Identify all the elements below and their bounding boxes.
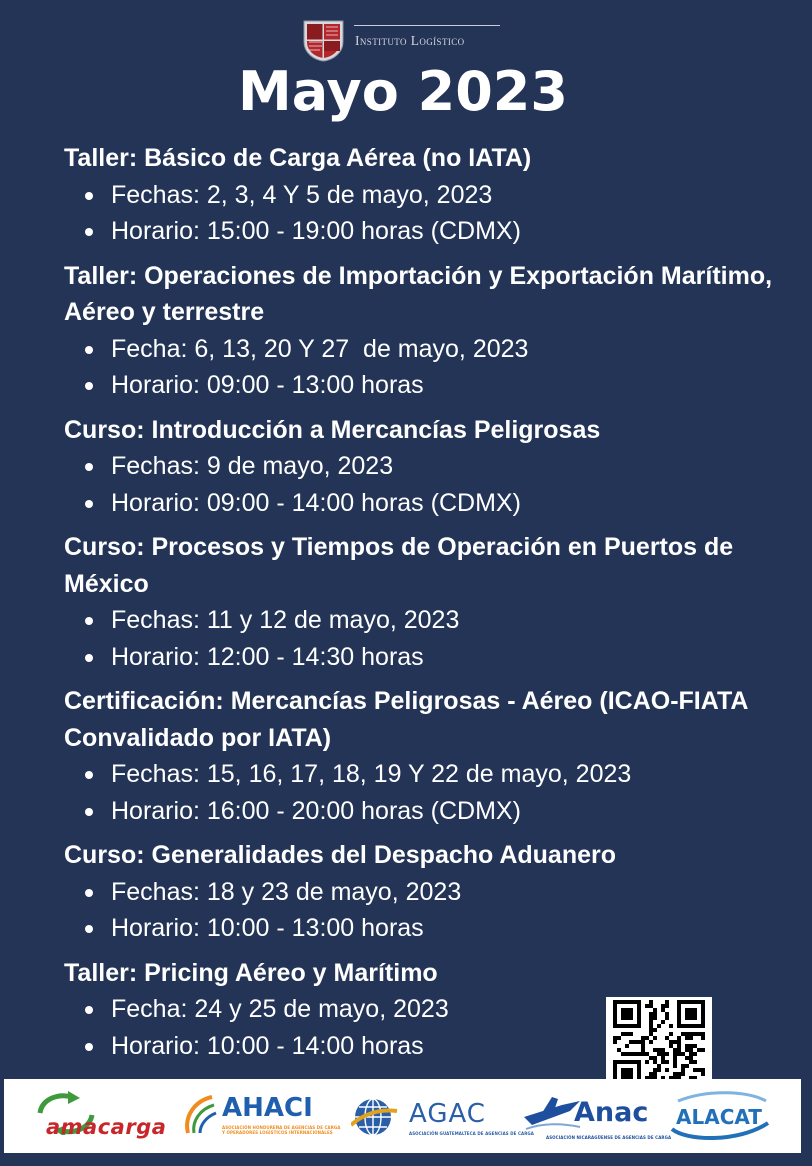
event-list xyxy=(64,140,784,1072)
event-dates: Fecha: 24 y 25 de mayo, 2023 xyxy=(64,991,784,1028)
event-schedule: Horario: 16:00 - 20:00 horas (CDMX) xyxy=(64,793,784,830)
logo-divider xyxy=(354,25,500,26)
event-schedule: Horario: 09:00 - 13:00 horas xyxy=(64,367,784,404)
ahaci-logo xyxy=(182,1093,342,1143)
event-details xyxy=(64,177,784,250)
event-dates: Fechas: 2, 3, 4 Y 5 de mayo, 2023 xyxy=(64,177,784,214)
event-title: Taller: Operaciones de Importación y Exportación Marítimo, Aéreo y terrestre xyxy=(64,261,773,326)
event-schedule: Horario: 09:00 - 14:00 horas (CDMX) xyxy=(64,485,784,522)
anac-plane-icon xyxy=(522,1095,582,1135)
logo-text: Instituto Logístico xyxy=(355,33,465,48)
event-title: Curso: Generalidades del Despacho Aduanero xyxy=(64,841,616,869)
alacat-logo xyxy=(668,1089,778,1145)
qr-code-icon xyxy=(613,1000,705,1088)
event-dates: Fechas: 18 y 23 de mayo, 2023 xyxy=(64,874,784,911)
page-title: Mayo 2023 xyxy=(238,60,568,123)
amacarga-logo xyxy=(32,1089,177,1147)
event-details xyxy=(64,602,784,675)
event-schedule: Horario: 10:00 - 14:00 horas xyxy=(64,1028,784,1065)
event-dates: Fechas: 9 de mayo, 2023 xyxy=(64,448,784,485)
event-title: Curso: Introducción a Mercancías Peligrosas xyxy=(64,415,601,444)
anac-logo xyxy=(522,1093,672,1143)
event-details xyxy=(64,874,784,947)
instituto-logistico-logo xyxy=(303,18,503,64)
anac-subtitle: ASOCIACIÓN NICARAGÜENSE DE AGENCIAS DE CARGA xyxy=(546,1135,672,1140)
event-details xyxy=(64,331,784,404)
anac-text: Anac xyxy=(574,1097,649,1128)
event-dates: Fechas: 11 y 12 de mayo, 2023 xyxy=(64,602,784,639)
ahaci-subtitle: ASOCIACIÓN HONDUREÑA DE AGENCIAS DE CARGA Y OPERADORES LOGÍSTICOS INTERNACIONALES xyxy=(222,1125,341,1135)
event-title: Curso: Procesos y Tiempos de Operación en Puertos de México xyxy=(64,533,734,598)
amacarga-text: amacarga xyxy=(46,1115,167,1139)
event-schedule: Horario: 12:00 - 14:30 horas xyxy=(64,639,784,676)
event-details xyxy=(64,756,784,829)
event-schedule: Horario: 15:00 - 19:00 horas (CDMX) xyxy=(64,213,784,250)
event-dates: Fechas: 15, 16, 17, 18, 19 Y 22 de mayo, 2023 xyxy=(64,756,784,793)
event-dates: Fecha: 6, 13, 20 Y 27 de mayo, 2023 xyxy=(64,331,784,368)
event-item xyxy=(64,837,784,947)
shield-logo-icon xyxy=(303,20,344,62)
event-item xyxy=(64,412,784,522)
agac-subtitle: ASOCIACIÓN GUATEMALTECA DE AGENCIAS DE CARGA xyxy=(409,1131,534,1136)
qr-code[interactable] xyxy=(606,997,712,1091)
event-schedule: Horario: 10:00 - 13:00 horas xyxy=(64,910,784,947)
event-item xyxy=(64,140,784,250)
agac-logo xyxy=(349,1093,534,1143)
partner-logos xyxy=(4,1079,801,1153)
event-title: Taller: Básico de Carga Aérea (no IATA) xyxy=(64,144,532,172)
event-item xyxy=(64,529,784,675)
event-item xyxy=(64,258,784,404)
event-title: Certificación: Mercancías Peligrosas - Aéreo (ICAO-FIATA Convalidado por IATA) xyxy=(64,687,748,752)
ahaci-swoosh-icon xyxy=(182,1093,226,1137)
alacat-text: ALACAT xyxy=(676,1105,762,1129)
agac-text: AGAC xyxy=(409,1099,486,1129)
ahaci-text: AHACI xyxy=(222,1093,313,1123)
event-details xyxy=(64,448,784,521)
agac-globe-icon xyxy=(351,1095,399,1139)
event-title: Taller: Pricing Aéreo y Marítimo xyxy=(64,958,438,987)
event-item xyxy=(64,683,784,829)
